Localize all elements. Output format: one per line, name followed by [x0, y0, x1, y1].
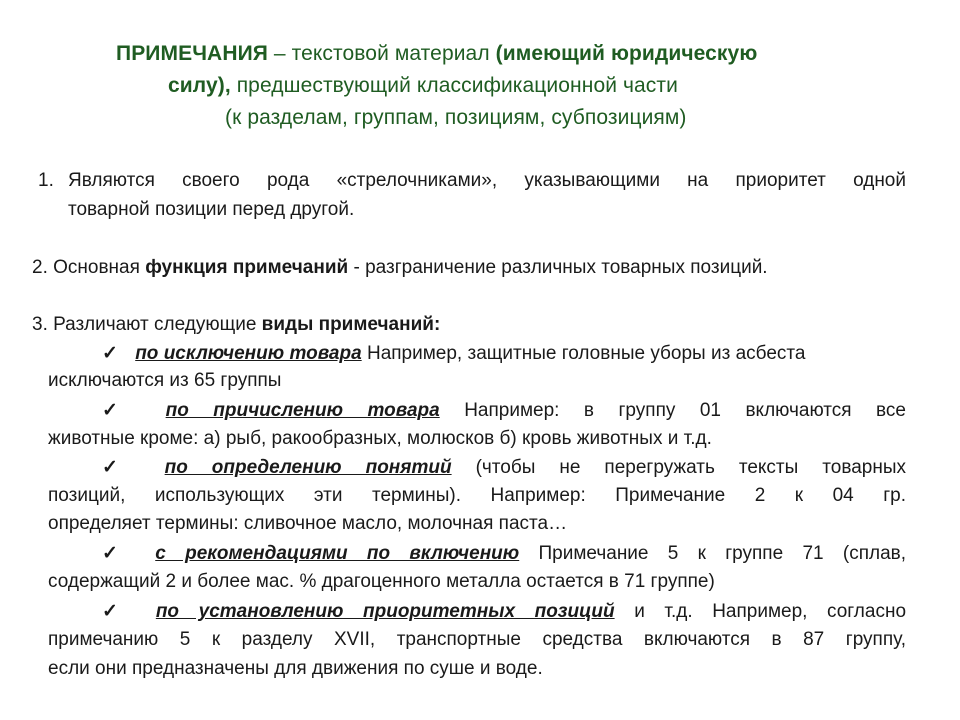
kind-3-text: (чтобы не перегружать тексты товарных — [475, 457, 906, 478]
checkmark-icon: ✓ — [102, 343, 118, 364]
header-preceding: предшествующий классификационной части — [230, 74, 678, 97]
header-scope: (к разделам, группам, позициям, субпозициям) — [225, 106, 687, 129]
kind-5-line-3: если они предназначены для движения по суше и воде. — [48, 658, 543, 679]
header-definition: – текстовой материал — [267, 42, 496, 65]
kind-3-title: по определению понятий — [164, 457, 452, 478]
kind-5-title: по установлению приоритетных позиций — [155, 601, 615, 622]
kind-5-text: и т.д. Например, согласно — [634, 601, 907, 622]
kind-2-line-2: животные кроме: а) рыб, ракообразных, молюсков б) кровь животных и т.д. — [48, 428, 712, 449]
item-2-pre: 2. Основная — [32, 257, 146, 278]
header-line-3 — [225, 106, 687, 130]
header-line-1 — [116, 42, 757, 66]
kind-4-text: Примечание 5 к группе 71 (сплав, — [538, 543, 907, 564]
item-2-post: - разграничение различных товарных позиций. — [348, 257, 768, 278]
kind-2-text: Например: в группу 01 включаются все — [464, 400, 906, 421]
kind-4-line-2: содержащий 2 и более мас. % драгоценного металла остается в 71 группе) — [48, 571, 715, 592]
item-3-pre: 3. Различают следующие — [32, 314, 262, 335]
checkmark-icon: ✓ — [102, 543, 132, 564]
header-term: ПРИМЕЧАНИЯ — [116, 42, 268, 65]
kind-3-line-2: позиций, использующих эти термины). Например: Примечание 2 к 04 гр. — [48, 485, 906, 506]
checkmark-icon: ✓ — [102, 457, 137, 478]
kind-1-line-1 — [102, 342, 805, 365]
kind-2-title: по причислению товара — [165, 400, 440, 421]
kind-1-text: Например, защитные головные уборы из асбеста — [361, 343, 806, 364]
kind-4-line-1 — [102, 542, 906, 565]
item-1-line-2: товарной позиции перед другой. — [68, 199, 355, 220]
header-legal-force-cont: силу), — [168, 74, 231, 97]
kind-2-line-1 — [102, 399, 906, 422]
header-line-2 — [168, 74, 678, 98]
kind-3-line-3: определяет термины: сливочное масло, молочная паста… — [48, 513, 568, 534]
kind-5-line-2: примечанию 5 к разделу XVII, транспортные средства включаются в 87 группу, — [48, 629, 906, 650]
checkmark-icon: ✓ — [102, 400, 138, 421]
item-1-line-1: Являются своего рода «стрелочниками», указывающими на приоритет одной — [68, 170, 906, 191]
item-2-bold: функция примечаний — [145, 257, 349, 278]
item-2 — [32, 257, 768, 279]
header-legal-force: (имеющий юридическую — [495, 42, 758, 65]
item-1-number: 1. — [38, 170, 54, 191]
kind-3-line-1 — [102, 456, 906, 479]
kind-1-title: по исключению товара — [135, 343, 362, 364]
checkmark-icon: ✓ — [102, 601, 133, 622]
item-3-bold: виды примечаний: — [261, 314, 441, 335]
kind-4-title: с рекомендациями по включению — [155, 543, 520, 564]
item-3 — [32, 314, 440, 336]
kind-1-line-2: исключаются из 65 группы — [48, 370, 282, 391]
kind-5-line-1 — [102, 600, 906, 623]
